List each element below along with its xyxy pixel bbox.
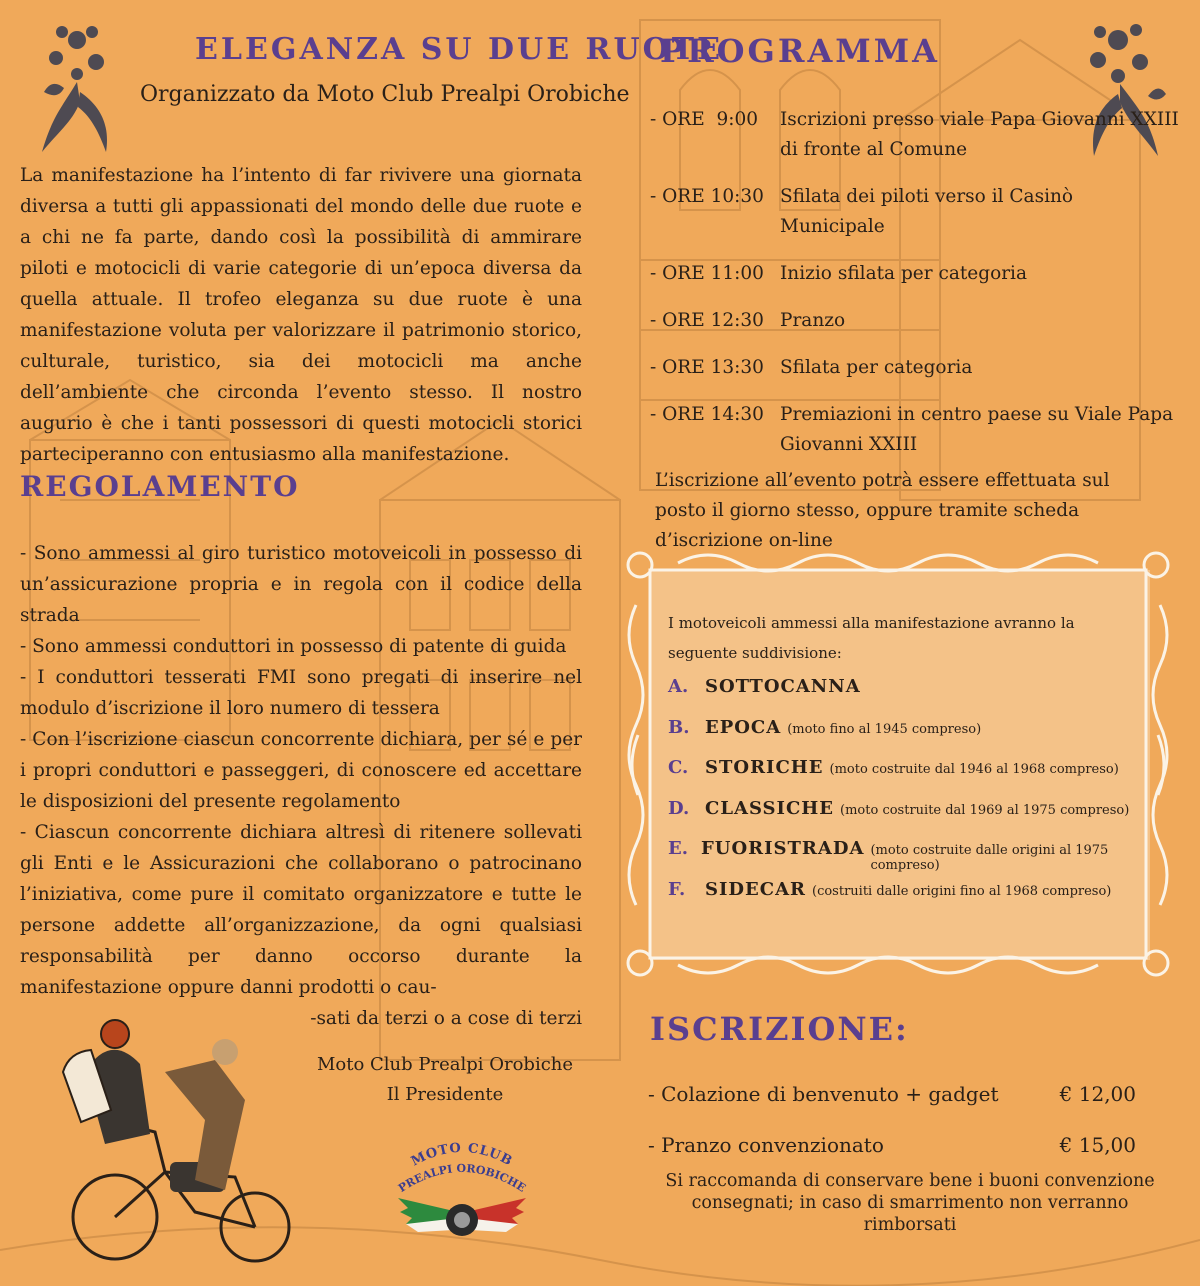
category-note: (moto costruite dal 1969 al 1975 compreso) bbox=[840, 802, 1130, 818]
subtitle: Organizzato da Moto Club Prealpi Orobiche bbox=[140, 82, 630, 107]
fee-price: € 12,00 bbox=[1059, 1081, 1136, 1106]
rule-item: - Sono ammessi al giro turistico motoveicoli in possesso di un’assicurazione propria e in regola con il codice della strada bbox=[20, 543, 582, 626]
rule-item: - Ciascun concorrente dichiara altresì di ritenere sollevati gli Enti e le Assicurazioni che collaborano o patrocinano l’iniziativa, come pure il comitato organizzatore e tutte le persone addette all’organizzazione, da ogni qualsiasi responsabilità per danno occorso durante la manifestazione oppure danni prodotti o cau- bbox=[20, 822, 582, 998]
category-row bbox=[668, 717, 1148, 758]
fee-price: € 15,00 bbox=[1059, 1132, 1136, 1157]
fee-row bbox=[648, 1068, 1136, 1119]
programma-heading: PROGRAMMA bbox=[660, 32, 940, 70]
schedule-time: - ORE 9:00 bbox=[650, 109, 759, 130]
schedule-time: - ORE 10:30 bbox=[650, 186, 764, 207]
category-letter: C. bbox=[668, 757, 689, 778]
regolamento-heading: REGOLAMENTO bbox=[20, 470, 300, 503]
rule-item-continuation: -sati da terzi o a cose di terzi bbox=[310, 1008, 582, 1029]
signature-role: Il Presidente bbox=[386, 1084, 504, 1105]
logo-text-bottom: PREALPI OROBICHE bbox=[396, 1161, 528, 1195]
schedule-row bbox=[650, 353, 1180, 383]
intro-paragraph: La manifestazione ha l’intento di far rivivere una giornata diversa a tutti gli appassionati del mondo delle due ruote e a chi ne fa parte, dando così la possibilità di ammirare piloti e motocicli di varie categorie di un’epoca diversa da quella attuale. Il trofeo eleganza su due ruote è una manifestazione voluta per valorizzare il patrimonio storico, culturale, turistico, sia dei motocicli ma anche dell’ambiente che circonda l’evento stesso. Il nostro augurio è che i tanti possessori di questi motocicli storici parteciperanno con entusiasmo alla manifestazione. bbox=[20, 165, 582, 465]
category-letter: B. bbox=[668, 716, 690, 738]
category-name: CLASSICHE bbox=[705, 797, 835, 819]
category-letter: A. bbox=[668, 676, 689, 697]
schedule-desc: Premiazioni in centro paese su Viale Papa Giovanni XXIII bbox=[780, 404, 1174, 455]
category-name: SOTTOCANNA bbox=[705, 676, 861, 697]
category-name: FUORISTRADA bbox=[701, 838, 865, 859]
floral-ornament-left-icon bbox=[32, 12, 122, 157]
category-row bbox=[668, 676, 1148, 717]
schedule-time: - ORE 12:30 bbox=[650, 310, 764, 331]
schedule-row bbox=[650, 105, 1180, 165]
registration-note: L’iscrizione all’evento potrà essere effettuata sul posto il giorno stesso, oppure tramite scheda d’iscrizione on-line bbox=[655, 470, 1110, 551]
schedule-desc: Iscrizioni presso viale Papa Giovanni XXIII di fronte al Comune bbox=[780, 109, 1179, 160]
rule-item: - Con l’iscrizione ciascun concorrente dichiara, per sé e per i propri conduttori e passeggeri, di conoscere ed accettare le disposizioni del presente regolamento bbox=[20, 729, 582, 812]
category-row bbox=[668, 879, 1148, 920]
category-note: (moto costruite dalle origini al 1975 compreso) bbox=[870, 843, 1109, 873]
rules-list bbox=[20, 538, 582, 1034]
schedule-desc: Inizio sfilata per categoria bbox=[780, 263, 1028, 284]
fee-label: - Pranzo convenzionato bbox=[648, 1132, 884, 1157]
schedule-row bbox=[650, 259, 1180, 289]
rule-item: - Sono ammessi conduttori in possesso di patente di guida bbox=[20, 636, 567, 657]
categories-list bbox=[668, 608, 1148, 919]
schedule-time: - ORE 13:30 bbox=[650, 357, 764, 378]
category-name: STORICHE bbox=[705, 757, 824, 778]
category-row bbox=[668, 838, 1148, 879]
rule-item: - I conduttori tesserati FMI sono pregati di inserire nel modulo d’iscrizione il loro numero di tessera bbox=[20, 667, 582, 719]
category-note: (costruiti dalle origini fino al 1968 compreso) bbox=[812, 883, 1112, 899]
category-note: (moto costruite dal 1946 al 1968 compreso) bbox=[829, 762, 1119, 777]
schedule-desc: Sfilata per categoria bbox=[780, 357, 973, 378]
schedule-time: - ORE 14:30 bbox=[650, 404, 764, 425]
moto-club-logo bbox=[388, 1132, 536, 1247]
category-note: (moto fino al 1945 compreso) bbox=[787, 721, 982, 737]
fees-list bbox=[648, 1068, 1136, 1170]
schedule-desc: Pranzo bbox=[780, 310, 846, 331]
fee-row bbox=[648, 1119, 1136, 1170]
category-letter: E. bbox=[668, 838, 688, 859]
category-letter: F. bbox=[668, 878, 686, 900]
schedule-desc: Sfilata dei piloti verso il Casinò Municipale bbox=[780, 186, 1074, 237]
main-title: ELEGANZA SU DUE RUOTE bbox=[195, 32, 723, 67]
schedule-row bbox=[650, 182, 1180, 242]
schedule-time: - ORE 11:00 bbox=[650, 263, 764, 284]
iscrizione-heading: ISCRIZIONE: bbox=[650, 1010, 909, 1048]
fee-note: Si raccomanda di conservare bene i buoni convenzione consegnati; in caso di smarrimento non verranno rimborsati bbox=[665, 1171, 1155, 1235]
category-name: EPOCA bbox=[705, 716, 782, 738]
logo-text-top: MOTO CLUB bbox=[408, 1140, 516, 1170]
category-name: SIDECAR bbox=[705, 878, 806, 900]
category-letter: D. bbox=[668, 797, 690, 819]
signature-block bbox=[310, 1050, 580, 1110]
schedule-row bbox=[650, 306, 1180, 336]
categories-intro: I motoveicoli ammessi alla manifestazione avranno la seguente suddivisione: bbox=[668, 614, 1075, 662]
category-row bbox=[668, 757, 1148, 798]
signature-club: Moto Club Prealpi Orobiche bbox=[316, 1054, 574, 1075]
fee-label: - Colazione di benvenuto + gadget bbox=[648, 1081, 999, 1106]
category-row bbox=[668, 798, 1148, 839]
schedule-row bbox=[650, 400, 1180, 460]
schedule-list bbox=[650, 105, 1180, 477]
vintage-motorcycle-illustration bbox=[55, 1012, 300, 1274]
